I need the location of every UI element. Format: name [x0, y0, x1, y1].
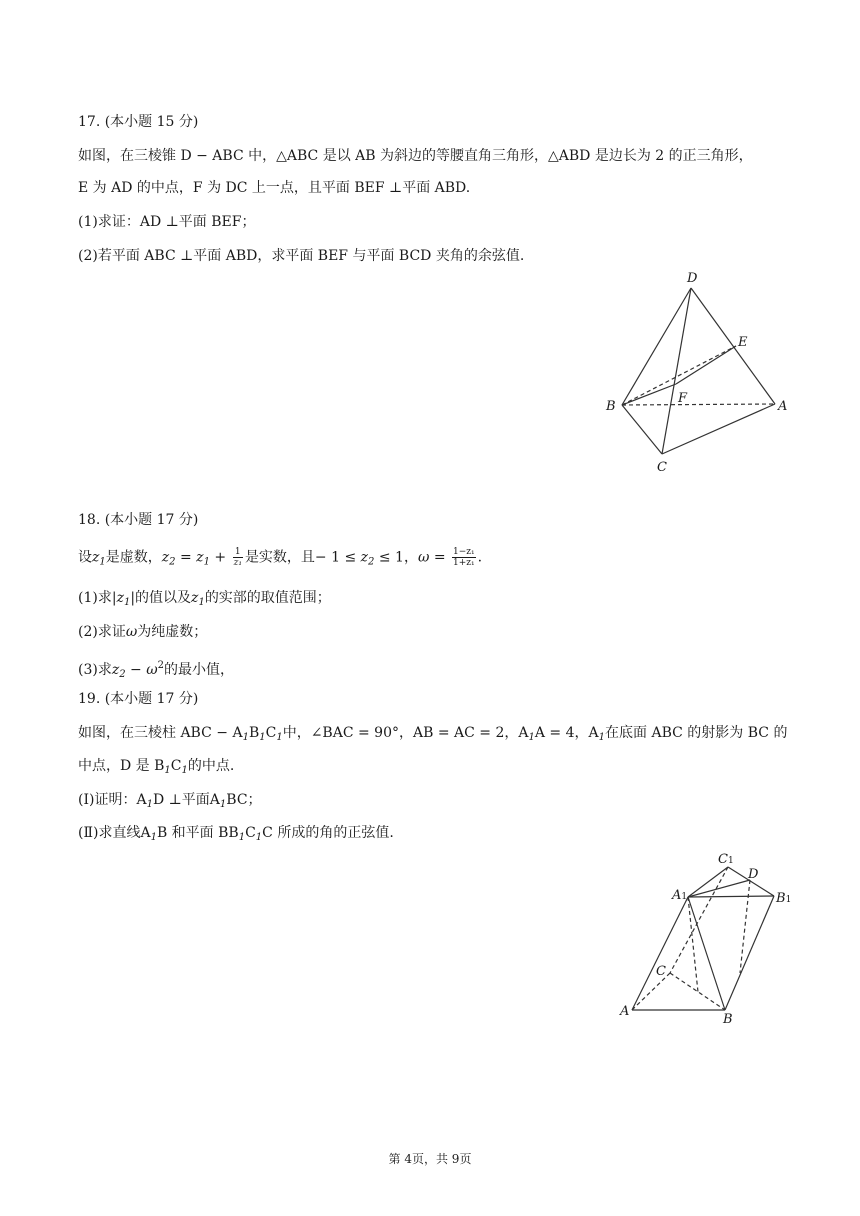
q18-part2: (2)求证ω为纯虚数； — [78, 624, 208, 640]
label-B1: B1 — [776, 891, 792, 906]
edge-DA — [691, 288, 775, 404]
q18-part1: (1)求$|z_1|$的值以及$z_1$的实部的取值范围； — [78, 590, 331, 608]
label-A1: A1 — [672, 888, 688, 903]
q17-header: 17. (本小题 15 分) — [78, 114, 199, 130]
q17-stem-line2: E 为 AD 的中点，F 为 DC 上一点，且平面 BEF ⊥平面 ABD. — [78, 180, 471, 196]
q19-prism-figure — [610, 845, 800, 1030]
edge-A1C1 — [688, 867, 728, 897]
label-D: D — [687, 271, 698, 286]
label-E: E — [738, 335, 748, 350]
edge-A1A — [632, 897, 688, 1010]
q19-part2: (Ⅱ)求直线$A_1B$ 和平面 $BB_1C_1C$ 所成的角的正弦值. — [78, 825, 394, 843]
label-F: F — [678, 391, 688, 406]
page-footer: 第 4页，共 9页 — [388, 1152, 472, 1166]
label-B: B — [606, 399, 616, 414]
label-A: A — [620, 1004, 630, 1019]
fraction-1-over-z1: $\frac{1}{\text{z₁}}$ — [233, 547, 242, 568]
fraction-omega: $\frac{\text{1−z₁}}{\text{1+z₁}}$ — [453, 547, 475, 568]
edge-BA — [622, 404, 775, 405]
q17-part2: (2)若平面 ABC ⊥平面 ABD，求平面 BEF 与平面 BCD 夹角的余弦值. — [78, 248, 525, 264]
edge-BC — [622, 405, 662, 454]
q19-stem-line2: 中点，D 是 $B_1C_1$的中点. — [78, 758, 235, 776]
q19-stem-line1: 如图，在三棱柱 ABC − $A_1B_1C_1$中，∠BAC = 90°，AB = AC = 2，$A_1A = 4$，$A_1$在底面 ABC 的射影为 BC 的 — [78, 725, 788, 743]
q18-header: 18. (本小题 17 分) — [78, 512, 199, 528]
q19-part1: (Ⅰ)证明：$A_1D$ ⊥平面$A_1BC$； — [78, 792, 262, 810]
label-D: D — [748, 867, 759, 882]
edge-A1B1 — [688, 896, 774, 897]
label-C: C — [657, 460, 667, 475]
label-C: C — [656, 964, 666, 979]
q17-part1: (1)求证：AD ⊥平面 BEF； — [78, 214, 256, 230]
q17-tetrahedron-figure — [598, 268, 798, 478]
q18-part3: (3)求$z_2 - \omega^2$的最小值， — [78, 660, 235, 680]
q17-stem-line1: 如图，在三棱锥 D − ABC 中，△ABC 是以 AB 为斜边的等腰直角三角形，△ABD 是边长为 2 的正三角形， — [78, 148, 753, 164]
edge-FE — [676, 346, 736, 384]
edge-CA — [662, 404, 775, 454]
edge-D-mid — [740, 880, 750, 973]
edge-BF — [622, 384, 676, 405]
label-B: B — [723, 1012, 733, 1027]
q18-stem: 设$z_1$是虚数，$z_2 = z_1$ + $\frac{1}{\text{z₁}}$ 是实数，且− $1 \le z_2 \le 1$，ω = $\frac{\text{1−z₁}}{\text{1+z₁}}$ . — [78, 547, 483, 568]
edge-C1C — [670, 867, 728, 973]
edge-B1B — [725, 896, 774, 1010]
label-C1: C1 — [718, 852, 734, 867]
label-A: A — [778, 399, 788, 414]
q19-header: 19. (本小题 17 分) — [78, 691, 199, 707]
